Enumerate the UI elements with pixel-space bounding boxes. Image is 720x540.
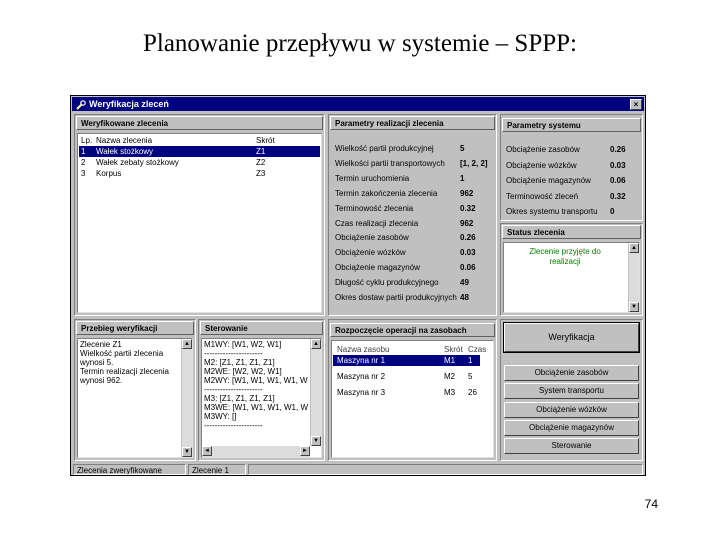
status-scrollbar[interactable] xyxy=(628,243,639,312)
order-params-header: Parametry realizacji zlecenia xyxy=(330,116,495,130)
order-lp: 3 xyxy=(81,169,86,178)
verified-orders-header: Weryfikowane zlecenia xyxy=(76,116,323,130)
operation-short: M1 xyxy=(444,356,456,365)
verification-window xyxy=(70,95,646,476)
scroll-up-icon[interactable]: ▲ xyxy=(311,339,321,349)
log-scrollbar[interactable] xyxy=(181,339,192,457)
param-value: 0.06 xyxy=(610,176,626,185)
action-button[interactable]: Obciążenie zasobów xyxy=(504,365,639,381)
control-line: M3WY: [] xyxy=(204,412,237,421)
scroll-up-icon[interactable]: ▲ xyxy=(629,243,639,253)
column-header-time: Czas xyxy=(468,345,487,354)
order-short: Z3 xyxy=(256,169,266,178)
operation-time: 26 xyxy=(468,388,477,397)
order-params-panel xyxy=(328,114,497,316)
control-line: ---------------------- xyxy=(204,349,263,358)
order-short: Z2 xyxy=(256,158,266,167)
order-short: Z1 xyxy=(256,147,266,156)
order-name: Wałek zebaty stożkowy xyxy=(96,158,179,167)
window-titlebar xyxy=(72,97,644,111)
log-line: wynosi 5. xyxy=(80,358,114,367)
statusbar-left: Zlecenia zweryfikowane xyxy=(73,464,186,475)
param-value: 0.06 xyxy=(460,263,476,273)
operation-short: M3 xyxy=(444,388,456,397)
param-label: Wielkość partii produkcyjnej xyxy=(335,144,434,153)
verification-log-header: Przebieg weryfikacji xyxy=(76,321,194,335)
param-value: 0.26 xyxy=(460,233,476,243)
control-panel xyxy=(198,319,325,461)
wrench-icon xyxy=(76,100,86,110)
param-label: Okres dostaw partii produkcyjnych xyxy=(335,293,457,302)
log-line: Termin realizacji zlecenia xyxy=(80,367,169,376)
control-line: M2WY: [W1, W1, W1, W1, W xyxy=(204,376,308,385)
window-title: Weryfikacja zleceń xyxy=(89,99,169,109)
param-label: Długość cyklu produkcyjnego xyxy=(335,278,439,288)
control-scrollbar[interactable] xyxy=(310,339,321,446)
status-line: Zlecenie przyjęte do xyxy=(529,247,601,256)
order-status-panel xyxy=(500,223,643,316)
list-item[interactable] xyxy=(333,387,480,398)
system-params-panel xyxy=(500,114,643,221)
system-params-header: Parametry systemu xyxy=(502,118,641,132)
scroll-left-icon[interactable]: ◄ xyxy=(202,446,212,456)
param-label: Obciążenie magazynów xyxy=(335,263,420,273)
operation-name: Maszyna nr 1 xyxy=(337,356,386,365)
list-header-row xyxy=(333,344,492,355)
action-button[interactable]: Obciążenie magazynów xyxy=(504,420,639,436)
actions-panel xyxy=(500,319,643,461)
control-line: M3: [Z1, Z1, Z1, Z1] xyxy=(204,394,275,403)
param-label: Obciążenie wózków xyxy=(335,248,406,258)
control-text[interactable] xyxy=(201,338,322,458)
param-label: Obciążenie zasobów xyxy=(335,233,409,243)
param-label: Termin zakończenia zlecenia xyxy=(335,188,438,198)
operation-name: Maszyna nr 2 xyxy=(337,372,386,381)
param-label: Okres systemu transportu xyxy=(506,207,598,216)
param-value: 0.32 xyxy=(460,203,476,213)
column-header-name: Nazwa zlecenia xyxy=(96,136,153,145)
action-button[interactable]: Obciążenie wózków xyxy=(504,402,639,418)
param-value: 49 xyxy=(460,278,469,288)
scroll-up-icon[interactable]: ▲ xyxy=(182,339,192,349)
column-header-lp: Lp. xyxy=(81,136,93,145)
action-button[interactable]: System transportu xyxy=(504,383,639,399)
list-item[interactable] xyxy=(79,157,320,168)
list-item[interactable] xyxy=(79,146,320,157)
list-item[interactable] xyxy=(79,168,320,179)
param-value: 0.32 xyxy=(610,191,626,201)
slide-title: Planowanie przepływu w systemie – SPPP: xyxy=(142,30,577,57)
control-line: M2WE: [W2, W2, W1] xyxy=(204,367,282,376)
verification-log-panel xyxy=(74,319,196,461)
scroll-down-icon[interactable]: ▼ xyxy=(311,436,321,446)
control-line: M1WY: [W1, W2, W1] xyxy=(204,340,282,349)
param-label: Obciążenie wózków xyxy=(506,160,577,170)
param-label: Obciążenie magazynów xyxy=(506,176,591,185)
param-value: 962 xyxy=(460,218,474,228)
order-status-box xyxy=(503,242,640,313)
param-label: Wielkości partii transportowych xyxy=(335,158,445,168)
scroll-down-icon[interactable]: ▼ xyxy=(629,302,639,312)
control-line: M3WE: [W1, W1, W1, W1, W xyxy=(204,403,308,412)
param-value: 0.03 xyxy=(610,160,626,170)
param-label: Czas realizacji zlecenia xyxy=(335,218,419,228)
param-label: Terminowość zleceń xyxy=(506,191,579,201)
param-value: 48 xyxy=(460,293,469,302)
control-hscrollbar[interactable] xyxy=(202,446,310,457)
order-lp: 1 xyxy=(81,147,86,156)
log-line: Zlecenie Z1 xyxy=(80,340,122,349)
control-line: ---------------------- xyxy=(204,421,263,430)
param-value: [1, 2, 2] xyxy=(460,158,488,168)
list-item[interactable] xyxy=(333,371,480,382)
control-header: Sterowanie xyxy=(200,321,323,335)
column-header-resource: Nazwa zasobu xyxy=(337,345,390,354)
param-value: 1 xyxy=(460,173,465,183)
log-line: wynosi 962. xyxy=(80,376,123,385)
param-value: 5 xyxy=(460,144,465,153)
statusbar-right xyxy=(248,464,643,475)
column-header-short: Skrót xyxy=(256,136,275,145)
verified-orders-panel xyxy=(74,114,325,316)
verify-button[interactable]: Weryfikacja xyxy=(504,323,639,352)
param-value: 962 xyxy=(460,188,474,198)
scroll-right-icon[interactable]: ► xyxy=(300,446,310,456)
verification-log-text[interactable] xyxy=(77,338,193,458)
action-button[interactable]: Sterowanie xyxy=(504,438,639,454)
close-button[interactable]: × xyxy=(630,99,642,110)
param-label: Termin uruchomienia xyxy=(335,173,410,183)
operation-time: 5 xyxy=(468,372,473,381)
list-header-row xyxy=(79,135,320,146)
param-value: 0.03 xyxy=(460,248,476,258)
order-name: Korpus xyxy=(96,169,122,178)
param-label: Obciążenie zasobów xyxy=(506,145,580,154)
column-header-short: Skrót xyxy=(444,345,463,354)
list-item[interactable] xyxy=(333,355,480,366)
operations-header: Rozpoczęcie operacji na zasobach xyxy=(330,323,495,337)
status-line: realizacji xyxy=(549,257,581,266)
param-label: Terminowość zlecenia xyxy=(335,203,414,213)
statusbar-middle: Zlecenie 1 xyxy=(188,464,246,475)
operations-panel xyxy=(328,319,497,461)
scroll-down-icon[interactable]: ▼ xyxy=(182,447,192,457)
control-line: M2: [Z1, Z1, Z1, Z1] xyxy=(204,358,275,367)
page-number: 74 xyxy=(644,497,658,511)
order-lp: 2 xyxy=(81,158,86,167)
param-value: 0 xyxy=(610,207,615,216)
verified-orders-list[interactable] xyxy=(77,133,322,313)
operation-name: Maszyna nr 3 xyxy=(337,388,386,397)
log-line: Wielkość partii zlecenia xyxy=(80,349,164,358)
operations-list[interactable] xyxy=(331,340,494,458)
operation-short: M2 xyxy=(444,372,456,381)
order-name: Wałek stożkowy xyxy=(96,147,154,156)
param-value: 0.26 xyxy=(610,145,626,154)
control-line: ---------------------- xyxy=(204,385,263,394)
order-status-header: Status zlecenia xyxy=(502,225,641,239)
operation-time: 1 xyxy=(468,356,473,365)
